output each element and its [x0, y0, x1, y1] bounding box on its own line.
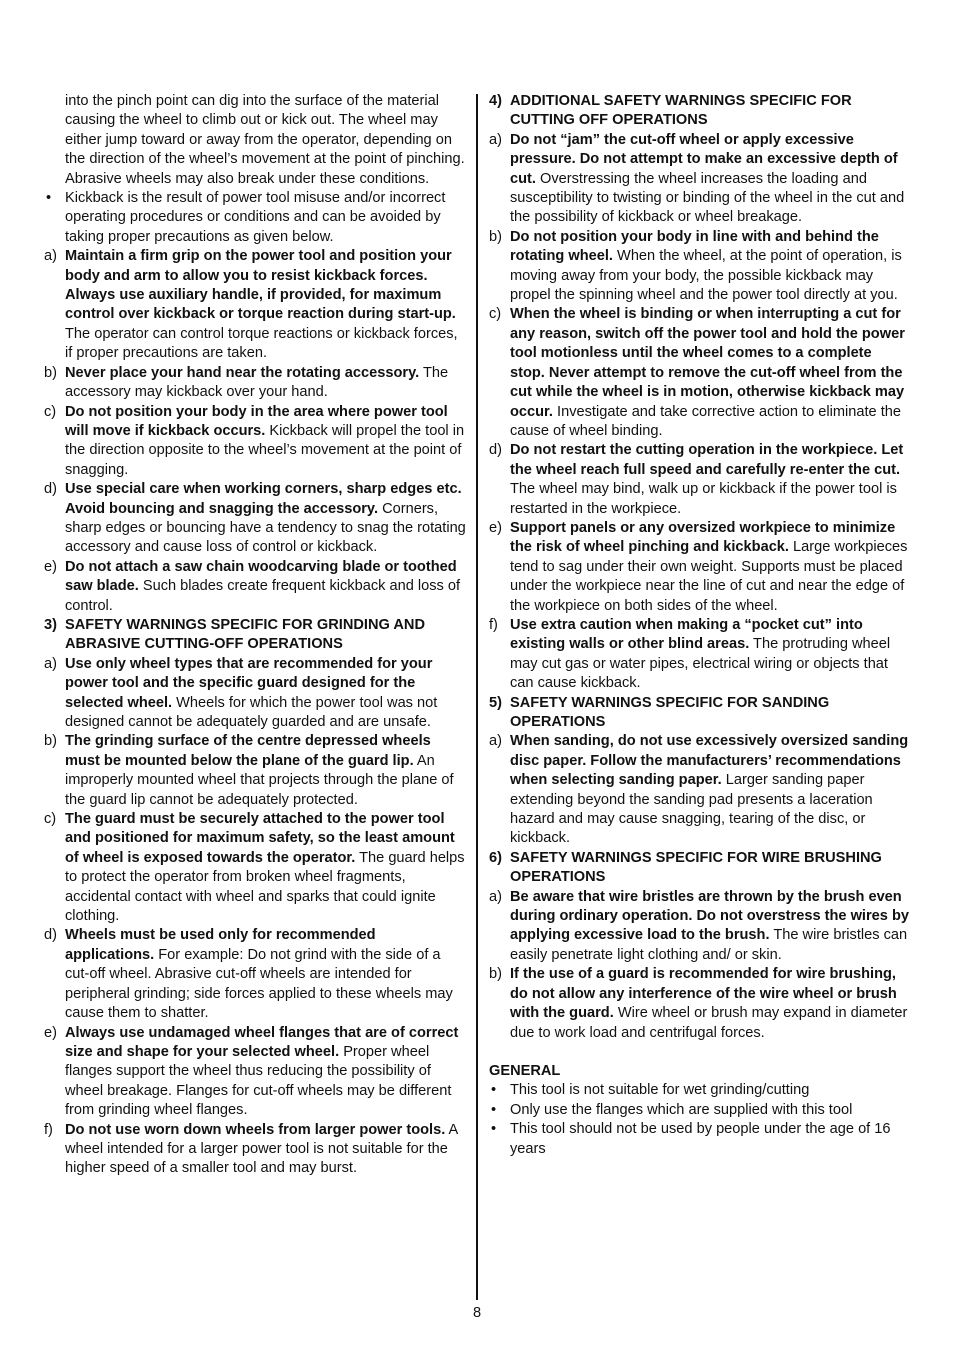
kickback-bullet [44, 189, 466, 247]
section-3-item-b [44, 732, 466, 810]
item-text: Investigate and take corrective action to eliminate the cause of wheel binding. [510, 403, 902, 439]
section-4-heading [489, 92, 909, 131]
item-marker: d) [44, 481, 57, 498]
item-marker: a) [489, 733, 502, 750]
section-3-heading [44, 616, 466, 655]
item-bold-text: Use extra caution when making a “pocket cut” into existing walls or other blind areas. [510, 616, 863, 653]
item-text: The protruding wheel may cut gas or water pipes, electrical wiring or objects that can cause kickback. [510, 636, 891, 692]
section-title: SAFETY WARNINGS SPECIFIC FOR GRINDING AND ABRASIVE CUTTING-OFF OPERATIONS [65, 616, 425, 653]
section-marker: 4) [489, 93, 502, 109]
section-marker: 3) [44, 616, 57, 633]
item-marker: e) [489, 519, 502, 536]
bullet-text: Only use the flanges which are supplied with this tool [510, 1101, 853, 1118]
item-bold-text: Do not position your body in the area where power tool will move if kickback occurs. [65, 403, 448, 439]
item-text: Large workpieces tend to sag under their own weight. Supports must be placed under the workpiece near the line of cut and near the edge of the workpiece on both sides of the wheel. [510, 539, 908, 614]
general-bullet [489, 1120, 909, 1159]
item-marker: a) [489, 131, 502, 148]
item-text: Corners, sharp edges or bouncing have a tendency to snag the rotating accessory and cause loss of control or kickback. [65, 500, 466, 556]
section-3-item-a [44, 655, 466, 733]
item-bold-text: Always use undamaged wheel flanges that are of correct size and shape for your selected wheel. [65, 1024, 459, 1060]
kickback-item-a [44, 247, 466, 363]
item-bold-text: If the use of a guard is recommended for wire brushing, do not allow any interference of the wire wheel or brush with the guard. [510, 966, 897, 1022]
section-5-item-a [489, 732, 909, 848]
intro-paragraph: into the pinch point can dig into the surface of the material causing the wheel to climb out or kick out. The wheel may either jump toward or away from the operator, depending on the direction of the wheel’s movement at the point of pinching. Abrasive wheels may also break under these conditions. [65, 93, 465, 187]
item-bold-text: Do not use worn down wheels from larger power tools. [65, 1121, 446, 1138]
item-text: Larger sanding paper extending beyond the sanding pad presents a laceration hazard and may cause snagging, tearing of the disc, or kickback. [510, 772, 873, 847]
general-bullet [489, 1081, 909, 1100]
section-marker: 6) [489, 849, 502, 866]
item-marker: c) [489, 306, 502, 323]
section-6-item-a [489, 888, 909, 966]
item-marker: a) [489, 888, 502, 905]
item-marker: b) [44, 733, 57, 750]
section-title: ADDITIONAL SAFETY WARNINGS SPECIFIC FOR CUTTING OFF OPERATIONS [510, 93, 852, 129]
item-text: Such blades create frequent kickback and loss of control. [65, 578, 461, 614]
section-title: SAFETY WARNINGS SPECIFIC FOR SANDING OPERATIONS [510, 694, 830, 730]
general-bullet [489, 1101, 909, 1120]
section-3-item-f [44, 1121, 466, 1179]
item-text: The wheel may bind, walk up or kickback if the power tool is restarted in the workpiece. [510, 481, 897, 517]
section-marker: 5) [489, 694, 502, 711]
section-title: SAFETY WARNINGS SPECIFIC FOR WIRE BRUSHING OPERATIONS [510, 849, 882, 886]
item-text: When the wheel, at the point of operation, is moving away from your body, the possible kickback may propel the spinning wheel and the power tool directly at you. [510, 248, 902, 304]
section-3-item-d [44, 926, 466, 1023]
item-marker: b) [489, 228, 502, 245]
item-bold-text: Use only wheel types that are recommended for your power tool and the specific guard designed for the selected wheel. [65, 655, 433, 711]
section-5-heading [489, 694, 909, 733]
kickback-item-c [44, 403, 466, 481]
section-4-item-a [489, 131, 909, 228]
item-text: For example: Do not grind with the side of a cut-off wheel. Abrasive cut-off wheels are intended for peripheral grinding; side forces applied to these wheels may cause them to shatter. [65, 946, 453, 1022]
item-text: Proper wheel flanges support the wheel thus reducing the possibility of wheel breakage. Flanges for cut-off wheels may be different from grinding wheel flanges. [65, 1043, 452, 1119]
section-6-heading [489, 849, 909, 888]
item-marker: b) [489, 966, 502, 983]
section-4-item-d [489, 441, 909, 519]
bullet-text: This tool is not suitable for wet grinding/cutting [510, 1082, 810, 1099]
item-marker: d) [44, 927, 57, 944]
section-6-item-b [489, 965, 909, 1043]
section-4-item-f [489, 616, 909, 694]
bullet-marker: • [491, 1121, 497, 1138]
item-bold-text: Do not position your body in line with and behind the rotating wheel. [510, 228, 879, 265]
left-column [44, 92, 466, 1179]
item-bold-text: Wheels must be used only for recommended applications. [65, 927, 376, 963]
item-bold-text: Support panels or any oversized workpiece to minimize the risk of wheel pinching and kickback. [510, 519, 896, 556]
item-bold-text: Maintain a firm grip on the power tool and position your body and arm to allow you to resist kickback forces. Always use auxiliary handle, if provided, for maximum control over kickback or torque reaction during start-up. [65, 248, 456, 323]
kickback-item-b [44, 364, 466, 403]
item-text: Wheels for which the power tool was not designed cannot be adequately guarded and are unsafe. [65, 694, 438, 730]
general-heading: GENERAL [489, 1062, 561, 1079]
item-text: The wire bristles can easily penetrate light clothing and/ or skin. [510, 927, 908, 963]
bullet-text: This tool should not be used by people under the age of 16 years [510, 1121, 891, 1157]
item-bold-text: Never place your hand near the rotating accessory. [65, 364, 420, 381]
kickback-item-d [44, 480, 466, 558]
kickback-item-e [44, 558, 466, 616]
section-3-item-c [44, 810, 466, 926]
right-column [489, 92, 909, 1159]
item-bold-text: Do not restart the cutting operation in the workpiece. Let the wheel reach full speed and carefully re-enter the cut. [510, 442, 904, 478]
item-marker: a) [44, 655, 57, 672]
bullet-marker: • [46, 190, 52, 207]
page-number: 8 [472, 1305, 482, 1321]
item-marker: a) [44, 248, 57, 265]
item-bold-text: Be aware that wire bristles are thrown by the brush even during ordinary operation. Do not overstress the wires by applying excessive load to the brush. [510, 888, 909, 944]
item-marker: c) [44, 811, 57, 828]
item-text: A wheel intended for a larger power tool is not suitable for the higher speed of a smaller tool and may burst. [65, 1121, 458, 1177]
item-bold-text: Use special care when working corners, sharp edges etc. Avoid bouncing and snagging the accessory. [65, 481, 462, 517]
item-bold-text: Do not “jam” the cut-off wheel or apply excessive pressure. Do not attempt to make an excessive depth of cut. [510, 131, 898, 187]
section-4-item-c [489, 305, 909, 441]
item-text: Kickback will propel the tool in the direction opposite to the wheel’s movement at the point of snagging. [65, 422, 465, 478]
item-text: The accessory may kickback over your hand. [65, 364, 449, 401]
section-4-item-b [489, 228, 909, 306]
bullet-marker: • [491, 1101, 497, 1118]
item-text: The operator can control torque reactions or kickback forces, if proper precautions are taken. [65, 325, 458, 362]
section-3-item-e [44, 1024, 466, 1121]
column-divider [476, 94, 478, 1300]
item-marker: e) [44, 558, 57, 575]
item-bold-text: When the wheel is binding or when interrupting a cut for any reason, switch off the power tool and hold the power tool motionless until the wheel comes to a complete stop. Never attempt to remove the cut-off wheel from the cut while the wheel is in motion, otherwise kickback may occur. [510, 306, 905, 420]
item-bold-text: When sanding, do not use excessively oversized sanding disc paper. Follow the manufacturers’ recommendations when selecting sanding paper. [510, 733, 909, 789]
item-bold-text: The grinding surface of the centre depressed wheels must be mounted below the plane of the guard lip. [65, 733, 431, 769]
item-text: The guard helps to protect the operator from broken wheel fragments, accidental contact with wheel and sparks that could ignite clothing. [65, 849, 465, 925]
item-text: Wire wheel or brush may expand in diameter due to work load and centrifugal forces. [510, 1005, 908, 1041]
item-bold-text: The guard must be securely attached to the power tool and positioned for maximum safety, so the least amount of wheel is exposed towards the operator. [65, 811, 455, 866]
item-marker: f) [44, 1121, 53, 1138]
item-text: An improperly mounted wheel that projects through the plane of the guard lip cannot be adequately protected. [65, 752, 454, 808]
item-bold-text: Do not attach a saw chain woodcarving blade or toothed saw blade. [65, 558, 457, 595]
bullet-marker: • [491, 1082, 497, 1099]
item-marker: b) [44, 364, 57, 381]
item-marker: e) [44, 1024, 57, 1041]
item-marker: d) [489, 442, 502, 459]
item-text: Overstressing the wheel increases the loading and susceptibility to twisting or binding of the wheel in the cut and the possibility of kickback or wheel breakage. [510, 170, 905, 226]
item-marker: f) [489, 616, 498, 633]
bullet-text: Kickback is the result of power tool misuse and/or incorrect operating procedures or conditions and can be avoided by taking proper precautions as given below. [65, 190, 446, 245]
item-marker: c) [44, 403, 57, 420]
section-4-item-e [489, 519, 909, 616]
